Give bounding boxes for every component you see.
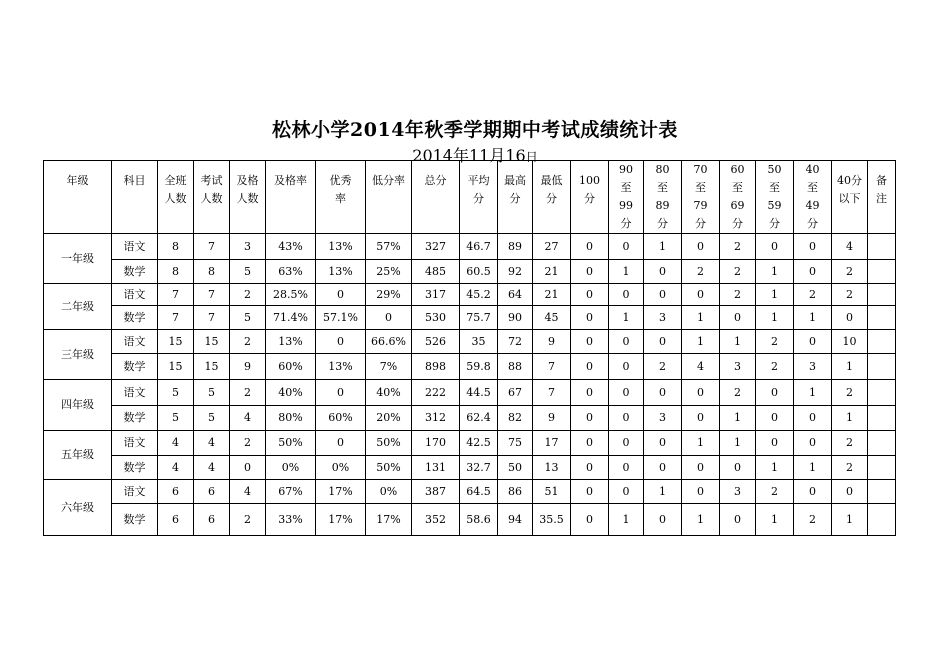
table-row: [44, 234, 896, 260]
table-cell: 0: [609, 406, 644, 431]
table-cell: [868, 260, 896, 284]
table-cell: 72: [498, 330, 533, 354]
grade-cell: 一年级: [44, 234, 112, 284]
subject-cell: 数学: [112, 456, 158, 480]
subject-cell: 语文: [112, 330, 158, 354]
table-cell: 1: [756, 306, 794, 330]
table-cell: 0: [571, 406, 609, 431]
table-cell: 2: [230, 284, 266, 306]
table-cell: 2: [756, 480, 794, 504]
table-cell: 8: [194, 260, 230, 284]
header-max: 最高 分: [498, 161, 533, 234]
table-cell: 2: [832, 284, 868, 306]
table-cell: 75.7: [460, 306, 498, 330]
table-cell: 50%: [266, 431, 316, 456]
table-cell: 0: [644, 431, 682, 456]
table-row: [44, 284, 896, 306]
header-min: 最低 分: [533, 161, 571, 234]
table-cell: 0: [832, 306, 868, 330]
table-cell: 0: [316, 431, 366, 456]
header-exam-count: 考试 人数: [194, 161, 230, 234]
table-cell: 86: [498, 480, 533, 504]
header-remarks: 备 注: [868, 161, 896, 234]
table-cell: 898: [412, 354, 460, 380]
table-cell: 2: [794, 504, 832, 536]
table-cell: 2: [230, 504, 266, 536]
table-cell: 1: [794, 380, 832, 406]
table-cell: 1: [644, 234, 682, 260]
table-cell: 0: [571, 330, 609, 354]
table-cell: 7: [194, 284, 230, 306]
table-cell: [868, 330, 896, 354]
table-cell: [868, 234, 896, 260]
table-cell: 5: [158, 406, 194, 431]
table-cell: 1: [756, 504, 794, 536]
table-cell: 526: [412, 330, 460, 354]
table-cell: 35: [460, 330, 498, 354]
table-cell: 1: [609, 306, 644, 330]
header-90-99: 90 至 99 分: [609, 161, 644, 234]
table-cell: 317: [412, 284, 460, 306]
table-cell: 0%: [366, 480, 412, 504]
table-cell: 1: [832, 354, 868, 380]
table-cell: 2: [720, 260, 756, 284]
header-70-79: 70 至 79 分: [682, 161, 720, 234]
header-excellent-rate: 优秀 率: [316, 161, 366, 234]
table-cell: 6: [158, 480, 194, 504]
table-cell: 21: [533, 284, 571, 306]
table-cell: 7: [158, 284, 194, 306]
table-cell: 17%: [316, 504, 366, 536]
subject-cell: 语文: [112, 431, 158, 456]
table-cell: 327: [412, 234, 460, 260]
table-row: [44, 480, 896, 504]
table-cell: 25%: [366, 260, 412, 284]
table-cell: 5: [194, 380, 230, 406]
table-cell: 0: [609, 234, 644, 260]
table-cell: 0: [682, 480, 720, 504]
table-cell: [868, 456, 896, 480]
table-cell: 1: [720, 406, 756, 431]
table-cell: 1: [720, 330, 756, 354]
table-row: [44, 456, 896, 480]
table-cell: [868, 354, 896, 380]
table-cell: 1: [832, 406, 868, 431]
table-cell: 0: [571, 480, 609, 504]
table-cell: 3: [794, 354, 832, 380]
table-cell: 0: [571, 456, 609, 480]
table-cell: 4: [682, 354, 720, 380]
table-cell: 6: [194, 480, 230, 504]
table-row: [44, 380, 896, 406]
table-cell: 3: [720, 354, 756, 380]
table-cell: 0: [644, 504, 682, 536]
table-cell: 60%: [316, 406, 366, 431]
subject-cell: 数学: [112, 406, 158, 431]
table-cell: 0%: [316, 456, 366, 480]
header-low-rate: 低分率: [366, 161, 412, 234]
table-cell: 0: [720, 306, 756, 330]
table-cell: 1: [682, 431, 720, 456]
table-cell: 1: [682, 306, 720, 330]
table-cell: 0: [571, 431, 609, 456]
table-cell: 58.6: [460, 504, 498, 536]
table-row: [44, 431, 896, 456]
table-cell: 1: [609, 504, 644, 536]
header-100: 100 分: [571, 161, 609, 234]
table-cell: 1: [682, 330, 720, 354]
table-cell: 3: [644, 306, 682, 330]
table-cell: 4: [194, 431, 230, 456]
table-cell: 29%: [366, 284, 412, 306]
table-cell: 7: [533, 354, 571, 380]
table-cell: 0%: [266, 456, 316, 480]
table-cell: 0: [794, 406, 832, 431]
table-cell: 21: [533, 260, 571, 284]
table-cell: 0: [756, 431, 794, 456]
table-cell: 2: [644, 354, 682, 380]
table-cell: 8: [158, 260, 194, 284]
table-cell: 17: [533, 431, 571, 456]
table-cell: 2: [756, 354, 794, 380]
table-cell: 0: [794, 330, 832, 354]
table-cell: 4: [158, 456, 194, 480]
table-cell: 13%: [316, 354, 366, 380]
grade-cell: 四年级: [44, 380, 112, 431]
score-statistics-table: [43, 160, 896, 536]
table-cell: 0: [571, 306, 609, 330]
table-cell: 0: [316, 330, 366, 354]
table-cell: [868, 284, 896, 306]
table-cell: 50: [498, 456, 533, 480]
table-cell: [868, 306, 896, 330]
table-cell: 0: [571, 354, 609, 380]
table-cell: 131: [412, 456, 460, 480]
table-cell: 222: [412, 380, 460, 406]
subject-cell: 数学: [112, 354, 158, 380]
table-cell: 2: [720, 380, 756, 406]
table-cell: 2: [720, 234, 756, 260]
table-cell: 2: [832, 431, 868, 456]
table-cell: 66.6%: [366, 330, 412, 354]
table-cell: 5: [230, 306, 266, 330]
table-cell: 82: [498, 406, 533, 431]
table-cell: 1: [794, 306, 832, 330]
table-cell: 0: [682, 380, 720, 406]
header-row: [44, 161, 896, 234]
table-cell: 90: [498, 306, 533, 330]
table-cell: 0: [756, 380, 794, 406]
table-cell: 352: [412, 504, 460, 536]
header-total: 总分: [412, 161, 460, 234]
table-cell: 0: [571, 284, 609, 306]
table-cell: 3: [720, 480, 756, 504]
table-cell: 92: [498, 260, 533, 284]
table-body: [44, 234, 896, 536]
table-cell: 2: [832, 380, 868, 406]
header-subject: 科目: [112, 161, 158, 234]
table-cell: 0: [609, 431, 644, 456]
header-class-total: 全班 人数: [158, 161, 194, 234]
table-cell: 6: [194, 504, 230, 536]
header-grade: 年级: [44, 161, 112, 234]
header-pass-rate: 及格率: [266, 161, 316, 234]
table-cell: 88: [498, 354, 533, 380]
subject-cell: 数学: [112, 306, 158, 330]
table-cell: 17%: [316, 480, 366, 504]
table-cell: 71.4%: [266, 306, 316, 330]
table-cell: 2: [832, 456, 868, 480]
grade-cell: 三年级: [44, 330, 112, 380]
grade-cell: 五年级: [44, 431, 112, 480]
table-cell: 0: [609, 480, 644, 504]
table-cell: 0: [682, 406, 720, 431]
table-cell: 57.1%: [316, 306, 366, 330]
table-cell: 46.7: [460, 234, 498, 260]
table-cell: 4: [832, 234, 868, 260]
subject-cell: 语文: [112, 234, 158, 260]
table-cell: 13%: [266, 330, 316, 354]
table-cell: 67: [498, 380, 533, 406]
table-cell: 0: [571, 260, 609, 284]
table-cell: 50%: [366, 431, 412, 456]
table-cell: 80%: [266, 406, 316, 431]
table-cell: 4: [230, 480, 266, 504]
table-cell: 1: [682, 504, 720, 536]
table-cell: 2: [230, 431, 266, 456]
table-cell: 9: [230, 354, 266, 380]
table-cell: 9: [533, 330, 571, 354]
subject-cell: 语文: [112, 284, 158, 306]
table-cell: 0: [756, 406, 794, 431]
subject-cell: 语文: [112, 380, 158, 406]
table-cell: 15: [158, 354, 194, 380]
table-cell: 28.5%: [266, 284, 316, 306]
table-cell: 2: [230, 330, 266, 354]
table-cell: 17%: [366, 504, 412, 536]
table-cell: 7: [194, 234, 230, 260]
table-cell: 5: [230, 260, 266, 284]
table-cell: 1: [609, 260, 644, 284]
table-cell: 1: [756, 260, 794, 284]
table-cell: 51: [533, 480, 571, 504]
table-cell: 2: [832, 260, 868, 284]
table-cell: 27: [533, 234, 571, 260]
table-cell: 9: [533, 406, 571, 431]
table-cell: 530: [412, 306, 460, 330]
table-cell: 0: [609, 284, 644, 306]
table-cell: 2: [794, 284, 832, 306]
table-cell: 4: [194, 456, 230, 480]
table-cell: 1: [720, 431, 756, 456]
table-cell: 60.5: [460, 260, 498, 284]
table-cell: 7: [194, 306, 230, 330]
table-cell: 7: [533, 380, 571, 406]
table-cell: 0: [644, 284, 682, 306]
table-cell: 67%: [266, 480, 316, 504]
date-suffix: 日: [525, 150, 538, 164]
table-cell: 40%: [266, 380, 316, 406]
table-cell: 2: [682, 260, 720, 284]
table-cell: 0: [609, 380, 644, 406]
table-cell: 0: [682, 234, 720, 260]
table-cell: 7%: [366, 354, 412, 380]
table-cell: 0: [720, 456, 756, 480]
table-row: [44, 406, 896, 431]
table-cell: 13%: [316, 234, 366, 260]
table-cell: 45.2: [460, 284, 498, 306]
table-cell: 89: [498, 234, 533, 260]
header-60-69: 60 至 69 分: [720, 161, 756, 234]
header-below-40: 40分 以下: [832, 161, 868, 234]
table-cell: 0: [644, 380, 682, 406]
table-cell: 40%: [366, 380, 412, 406]
table-cell: 0: [794, 480, 832, 504]
table-cell: 0: [571, 380, 609, 406]
table-cell: 2: [720, 284, 756, 306]
table-row: [44, 306, 896, 330]
table-cell: 3: [644, 406, 682, 431]
table-cell: 59.8: [460, 354, 498, 380]
subject-cell: 数学: [112, 260, 158, 284]
table-cell: 6: [158, 504, 194, 536]
table-cell: 0: [756, 234, 794, 260]
header-pass-count: 及格 人数: [230, 161, 266, 234]
table-cell: 1: [756, 456, 794, 480]
table-cell: 13%: [316, 260, 366, 284]
table-row: [44, 330, 896, 354]
table-cell: 8: [158, 234, 194, 260]
table-cell: 15: [194, 354, 230, 380]
header-80-89: 80 至 89 分: [644, 161, 682, 234]
table-cell: [868, 504, 896, 536]
table-cell: 0: [794, 234, 832, 260]
table-cell: 32.7: [460, 456, 498, 480]
header-average: 平均 分: [460, 161, 498, 234]
table-cell: 2: [230, 380, 266, 406]
table-cell: 20%: [366, 406, 412, 431]
table-cell: 7: [158, 306, 194, 330]
grade-cell: 二年级: [44, 284, 112, 330]
table-cell: 4: [158, 431, 194, 456]
table-cell: 2: [756, 330, 794, 354]
table-cell: 1: [832, 504, 868, 536]
table-cell: 5: [194, 406, 230, 431]
table-cell: 50%: [366, 456, 412, 480]
table-cell: 35.5: [533, 504, 571, 536]
table-cell: 0: [794, 431, 832, 456]
table-row: [44, 354, 896, 380]
subject-cell: 语文: [112, 480, 158, 504]
table-cell: 63%: [266, 260, 316, 284]
table-cell: 0: [644, 260, 682, 284]
table-cell: 75: [498, 431, 533, 456]
table-cell: 4: [230, 406, 266, 431]
table-cell: 13: [533, 456, 571, 480]
table-cell: 0: [571, 234, 609, 260]
table-row: [44, 504, 896, 536]
table-cell: 43%: [266, 234, 316, 260]
subject-cell: 数学: [112, 504, 158, 536]
table-cell: 0: [609, 330, 644, 354]
date-main: 2014年11月16: [412, 146, 526, 165]
table-cell: 57%: [366, 234, 412, 260]
table-cell: 0: [832, 480, 868, 504]
table-cell: 42.5: [460, 431, 498, 456]
table-cell: 60%: [266, 354, 316, 380]
table-cell: 0: [720, 504, 756, 536]
table-cell: 387: [412, 480, 460, 504]
table-cell: 94: [498, 504, 533, 536]
table-cell: 1: [794, 456, 832, 480]
table-cell: 0: [644, 330, 682, 354]
table-cell: 15: [194, 330, 230, 354]
table-cell: 62.4: [460, 406, 498, 431]
header-40-49: 40 至 49 分: [794, 161, 832, 234]
table-cell: 0: [682, 456, 720, 480]
table-cell: 5: [158, 380, 194, 406]
table-cell: 170: [412, 431, 460, 456]
table-cell: 10: [832, 330, 868, 354]
table-cell: 0: [609, 354, 644, 380]
table-cell: 0: [366, 306, 412, 330]
table-cell: 15: [158, 330, 194, 354]
table-cell: 0: [230, 456, 266, 480]
table-cell: [868, 406, 896, 431]
grade-cell: 六年级: [44, 480, 112, 536]
table-cell: 3: [230, 234, 266, 260]
table-cell: 312: [412, 406, 460, 431]
table-cell: 64: [498, 284, 533, 306]
table-cell: 0: [794, 260, 832, 284]
table-cell: 33%: [266, 504, 316, 536]
table-cell: 1: [644, 480, 682, 504]
table-cell: 0: [682, 284, 720, 306]
table-cell: [868, 431, 896, 456]
table-cell: 64.5: [460, 480, 498, 504]
table-cell: 0: [644, 456, 682, 480]
table-cell: 1: [756, 284, 794, 306]
table-cell: 0: [316, 284, 366, 306]
table-cell: 485: [412, 260, 460, 284]
table-cell: 44.5: [460, 380, 498, 406]
table-cell: 0: [316, 380, 366, 406]
table-cell: [868, 480, 896, 504]
table-cell: 0: [609, 456, 644, 480]
header-50-59: 50 至 59 分: [756, 161, 794, 234]
table-cell: 0: [571, 504, 609, 536]
document-title: 松林小学2014年秋季学期期中考试成绩统计表: [272, 119, 678, 141]
table-row: [44, 260, 896, 284]
table-cell: 45: [533, 306, 571, 330]
table-cell: [868, 380, 896, 406]
